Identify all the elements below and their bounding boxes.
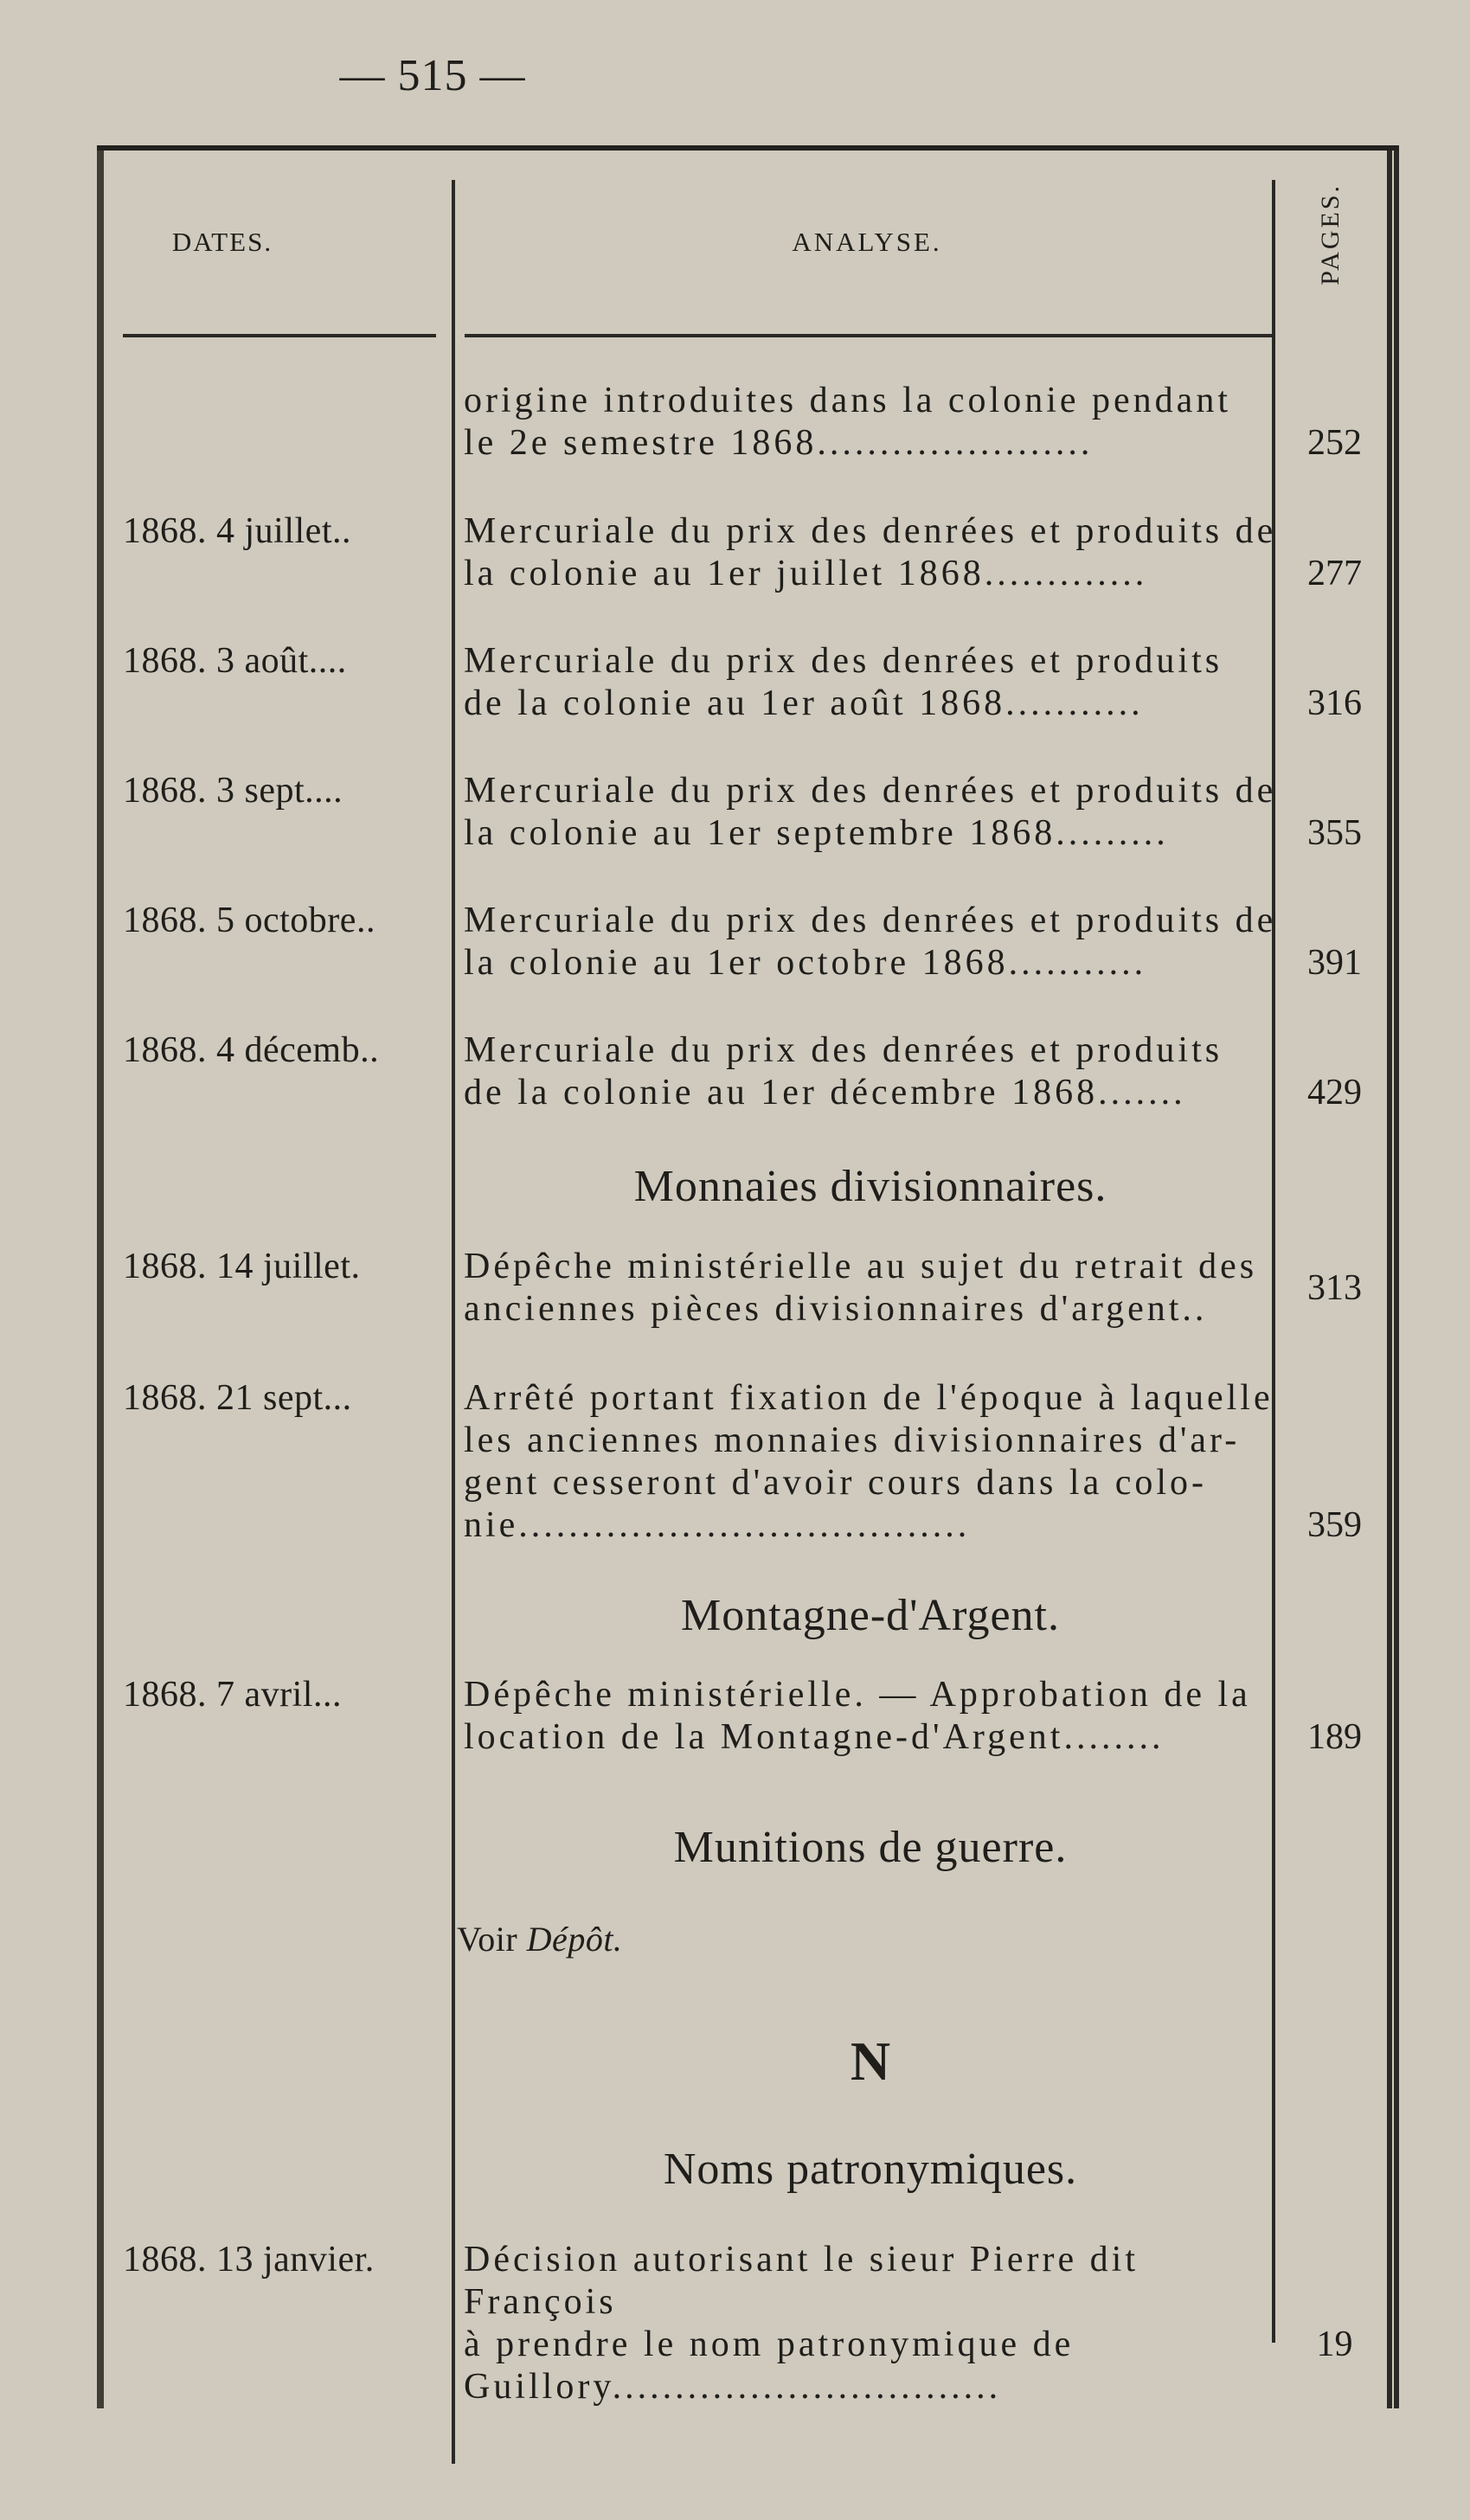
row-page: 189 [1307, 1717, 1362, 1757]
row-analysis: origine introduites dans la colonie pendant le 2e semestre 1868...................... [464, 381, 1231, 463]
section-heading-monnaies: Monnaies divisionnaires. [633, 1162, 1107, 1211]
row-date: 1868. 21 sept... [123, 1378, 352, 1418]
section-heading-montagne: Montagne-d'Argent. [681, 1591, 1060, 1640]
row-analysis: Décision autorisant le sieur Pierre dit François à prendre le nom patronymique de Guillory............................... [464, 2240, 1139, 2407]
row-analysis: Dépêche ministérielle. — Approbation de la location de la Montagne-d'Argent........ [464, 1675, 1251, 1757]
row-analysis: Arrêté portant fixation de l'époque à laquelle les anciennes monnaies divisionnaires d'ar- gent cesseront d'avoir cours dans la colo- nie.................................... [464, 1378, 1274, 1545]
row-analysis: Mercuriale du prix des denrées et produits de la colonie au 1er décembre 1868....... [464, 1030, 1223, 1113]
see-also-label: Voir [457, 1920, 518, 1959]
row-date: 1868. 14 juillet. [123, 1247, 361, 1286]
row-page: 355 [1307, 813, 1362, 853]
row-date: 1868. 4 juillet.. [123, 511, 351, 551]
row-date: 1868. 13 janvier. [123, 2240, 375, 2280]
row-page: 252 [1307, 423, 1362, 463]
page-number: — 515 — [339, 51, 526, 100]
section-heading-noms: Noms patronymiques. [663, 2145, 1078, 2194]
row-analysis: Mercuriale du prix des denrées et produits de la colonie au 1er octobre 1868........... [464, 901, 1277, 983]
row-page: 313 [1307, 1268, 1362, 1308]
row-page: 429 [1307, 1073, 1362, 1113]
see-also-target: Dépôt. [526, 1920, 623, 1959]
dates-column-header: DATES. [171, 227, 273, 257]
section-heading-munitions: Munitions de guerre. [673, 1823, 1068, 1872]
row-date: 1868. 4 décemb.. [123, 1030, 380, 1070]
row-date: 1868. 3 août.... [123, 641, 347, 681]
pages-column-header: PAGES. [1316, 183, 1345, 285]
row-date: 1868. 5 octobre.. [123, 901, 376, 940]
row-page: 359 [1307, 1505, 1362, 1545]
row-date: 1868. 7 avril... [123, 1675, 342, 1715]
row-date: 1868. 3 sept.... [123, 771, 343, 811]
see-also-reference [457, 1919, 622, 1959]
row-analysis: Mercuriale du prix des denrées et produits de la colonie au 1er juillet 1868............. [464, 511, 1277, 593]
row-analysis: Mercuriale du prix des denrées et produits de la colonie au 1er août 1868........... [464, 641, 1223, 723]
section-letter: N [850, 2030, 891, 2092]
row-page: 19 [1316, 2324, 1353, 2364]
row-analysis: Mercuriale du prix des denrées et produits de la colonie au 1er septembre 1868......... [464, 771, 1277, 853]
row-page: 277 [1307, 554, 1362, 593]
analysis-column-header: ANALYSE. [792, 227, 942, 257]
row-analysis: Dépêche ministérielle au sujet du retrait des anciennes pièces divisionnaires d'argent.. [464, 1247, 1258, 1329]
row-page: 391 [1307, 943, 1362, 983]
row-page: 316 [1307, 683, 1362, 723]
